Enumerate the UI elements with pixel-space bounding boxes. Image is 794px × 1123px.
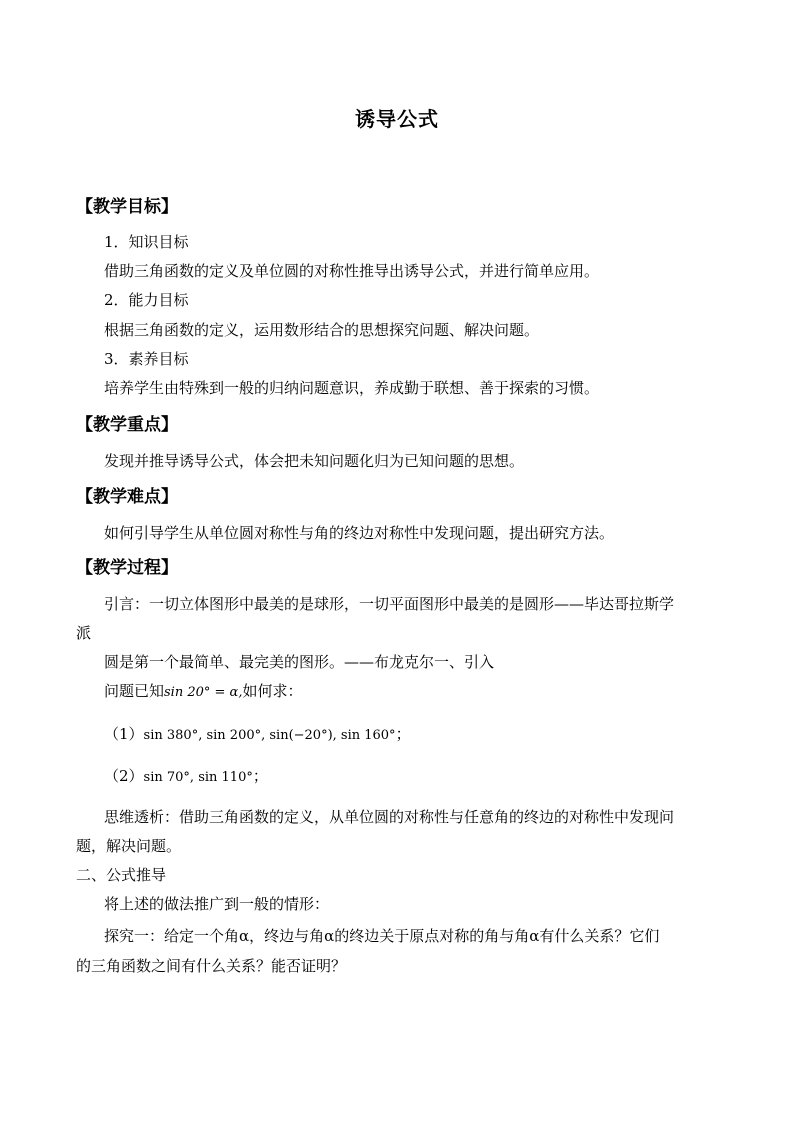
item-1-formula: sin 380°, sin 200°, sin(−20°), sin 160° (143, 728, 396, 743)
question-line (104, 681, 302, 703)
explore-line-2: 的三角函数之间有什么关系？能否证明？ (76, 957, 347, 975)
heading-teaching-process: 【教学过程】 (76, 558, 178, 578)
quote-line: 圆是第一个最简单、最完美的图形。——布龙克尔一、引入 (104, 653, 495, 671)
item-2-formula: sin 70°, sin 110° (143, 770, 253, 785)
item-1-label: （1） (104, 725, 144, 743)
goal3-text: 培养学生由特殊到一般的归纳问题意识，养成勤于联想、善于探索的习惯。 (104, 379, 600, 397)
heading-teaching-difficulty: 【教学难点】 (76, 487, 178, 507)
item-2 (104, 766, 268, 788)
item-2-end: ； (252, 767, 268, 785)
goal1-text: 借助三角函数的定义及单位圆的对称性推导出诱导公式，并进行简单应用。 (104, 262, 600, 280)
item-1-end: ； (395, 725, 411, 743)
heading-teaching-goals: 【教学目标】 (76, 197, 178, 217)
goal2-label: 2．能力目标 (104, 291, 189, 309)
question-suffix: 如何求： (242, 682, 303, 700)
difficulty-text: 如何引导学生从单位圆对称性与角的终边对称性中发现问题，提出研究方法。 (104, 524, 615, 542)
page-title: 诱导公式 (355, 107, 439, 131)
goal2-text: 根据三角函数的定义，运用数形结合的思想探究问题、解决问题。 (104, 321, 540, 339)
section-2-heading: 二、公式推导 (76, 866, 167, 884)
analysis-line-2: 题，解决问题。 (76, 837, 182, 855)
item-2-label: （2） (104, 767, 144, 785)
question-formula: sin 20° = α, (164, 685, 243, 700)
question-prefix: 问题已知 (104, 682, 165, 700)
intro-line-1: 引言：一切立体图形中最美的是球形，一切平面图形中最美的是圆形——毕达哥拉斯学 (104, 595, 675, 613)
goal1-label: 1．知识目标 (104, 233, 189, 251)
intro-line-2: 派 (76, 624, 92, 642)
analysis-line-1: 思维透析：借助三角函数的定义，从单位圆的对称性与任意角的终边的对称性中发现问 (104, 808, 675, 826)
heading-teaching-key: 【教学重点】 (76, 415, 178, 435)
generalize-line: 将上述的做法推广到一般的情形： (104, 895, 330, 913)
key-text: 发现并推导诱导公式，体会把未知问题化归为已知问题的思想。 (104, 452, 525, 470)
goal3-label: 3．素养目标 (104, 350, 189, 368)
item-1 (104, 724, 411, 746)
explore-line-1: 探究一：给定一个角α，终边与角α的终边关于原点对称的角与角α有什么关系？它们 (104, 927, 660, 945)
